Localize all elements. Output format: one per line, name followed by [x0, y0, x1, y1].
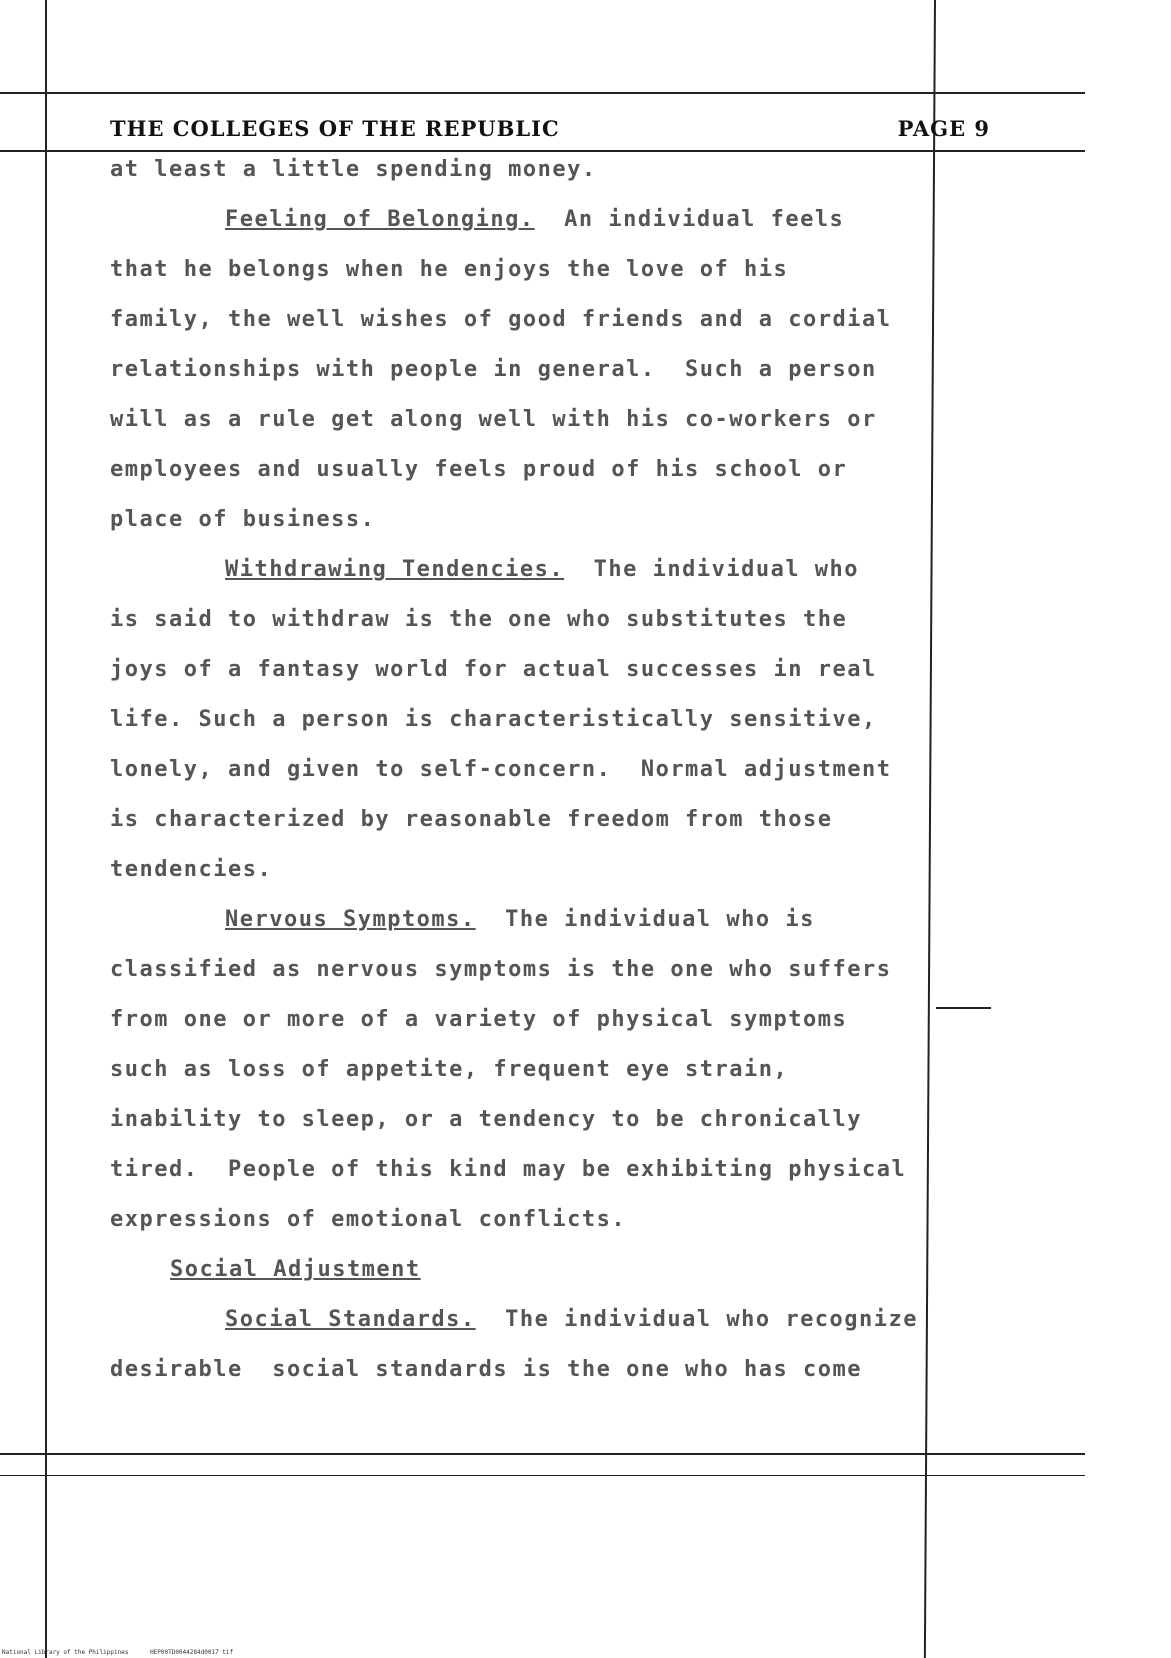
line-text: family, the well wishes of good friends and a cordial: [110, 307, 892, 332]
body-line: [110, 605, 990, 635]
line-text: that he belongs when he enjoys the love of his: [110, 257, 789, 282]
body-line: [225, 555, 1105, 585]
body-line: [225, 905, 1105, 935]
body-line: [110, 305, 990, 335]
body-line: [110, 705, 990, 735]
left-margin-rule: [45, 0, 47, 1658]
body-line: [110, 1155, 990, 1185]
line-text: tendencies.: [110, 857, 273, 882]
section-heading: Nervous Symptoms.: [225, 907, 476, 932]
line-text: classified as nervous symptoms is the one who suffers: [110, 957, 892, 982]
body-line: [110, 455, 990, 485]
body-line: [110, 1105, 990, 1135]
library-credit: National Library of the Philippines: [2, 1649, 129, 1656]
line-text: lonely, and given to self-concern. Normal adjustment: [110, 757, 892, 782]
body-line: [110, 1005, 990, 1035]
line-text: tired. People of this kind may be exhibiting physical: [110, 1157, 907, 1182]
page-number: PAGE 9: [897, 116, 990, 141]
line-text: joys of a fantasy world for actual successes in real: [110, 657, 877, 682]
line-text: life. Such a person is characteristically sensitive,: [110, 707, 877, 732]
line-text: such as loss of appetite, frequent eye strain,: [110, 1057, 789, 1082]
body-line: [225, 1305, 1105, 1335]
section-heading: Withdrawing Tendencies.: [225, 557, 565, 582]
header-bottom-rule: [0, 150, 1085, 152]
line-text: is said to withdraw is the one who substitutes the: [110, 607, 848, 632]
section-heading: Social Adjustment: [170, 1257, 421, 1282]
body-line: [170, 1255, 1050, 1285]
line-text: An individual feels: [534, 207, 845, 232]
line-text: expressions of emotional conflicts.: [110, 1207, 627, 1232]
line-text: The individual who: [564, 557, 860, 582]
line-text: The individual who is: [475, 907, 815, 932]
body-line: [110, 1055, 990, 1085]
footer-rule-1: [0, 1453, 1085, 1455]
body-line: [110, 155, 990, 185]
line-text: from one or more of a variety of physical symptoms: [110, 1007, 848, 1032]
line-text: at least a little spending money.: [110, 157, 597, 182]
line-text: relationships with people in general. Such a person: [110, 357, 877, 382]
body-line: [110, 755, 990, 785]
body-line: [225, 205, 1105, 235]
scan-footer: [2, 1649, 251, 1656]
header-top-rule: [0, 92, 1085, 94]
line-text: place of business.: [110, 507, 376, 532]
file-id: HEP00TD0044284d0017 tif: [150, 1649, 234, 1656]
body-line: [110, 655, 990, 685]
section-heading: Feeling of Belonging.: [225, 207, 535, 232]
footer-rule-2: [0, 1475, 1085, 1476]
line-text: The individual who recognize: [475, 1307, 919, 1332]
body-line: [110, 505, 990, 535]
body-line: [110, 805, 990, 835]
body-line: [110, 255, 990, 285]
page-header: [110, 116, 990, 146]
line-text: inability to sleep, or a tendency to be chronically: [110, 1107, 863, 1132]
page-title: THE COLLEGES OF THE REPUBLIC: [110, 116, 560, 141]
body-line: [110, 355, 990, 385]
body-line: [110, 1205, 990, 1235]
body-line: [110, 405, 990, 435]
line-text: will as a rule get along well with his co-workers or: [110, 407, 877, 432]
body-line: [110, 1355, 990, 1385]
body-line: [110, 955, 990, 985]
body-line: [110, 855, 990, 885]
section-heading: Social Standards.: [225, 1307, 476, 1332]
line-text: desirable social standards is the one who has come: [110, 1357, 863, 1382]
line-text: is characterized by reasonable freedom from those: [110, 807, 833, 832]
line-text: employees and usually feels proud of his school or: [110, 457, 848, 482]
